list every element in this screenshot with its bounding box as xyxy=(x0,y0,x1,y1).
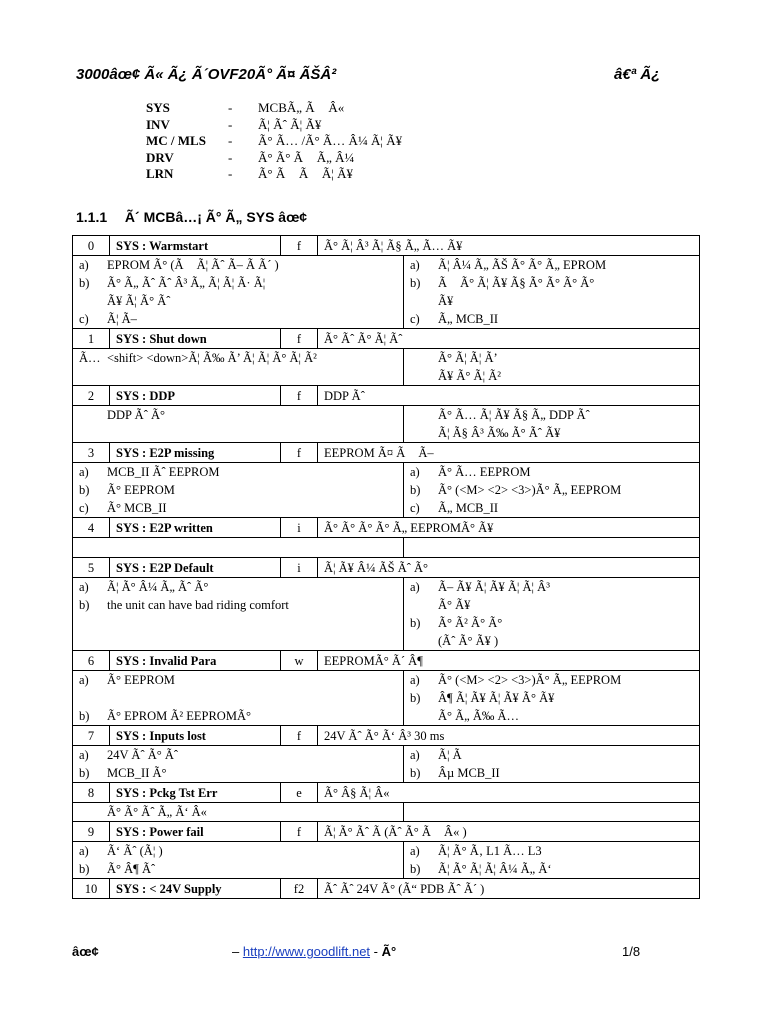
line-label xyxy=(410,596,438,614)
error-type: f xyxy=(281,443,318,463)
error-remedy xyxy=(404,746,700,783)
error-name: SYS : < 24V Supply xyxy=(110,879,281,899)
section-number: 1.1.1 xyxy=(76,209,108,225)
line-text: Ã¦ Ã§ Â³ Ã‰ Ã° Ãˆ Ã¥ xyxy=(438,426,561,440)
error-number: 8 xyxy=(73,783,110,803)
error-type: f xyxy=(281,386,318,406)
text-line xyxy=(410,707,693,725)
line-label: b) xyxy=(79,709,90,723)
error-remedy xyxy=(404,406,700,443)
error-type: i xyxy=(281,558,318,578)
abbreviation-row xyxy=(146,117,402,134)
error-number: 1 xyxy=(73,329,110,349)
line-label: b) xyxy=(79,276,90,290)
error-summary: Ãˆ Ãˆ 24V Ã° (Ã“ PDB Ãˆ Ã´ ) xyxy=(318,879,700,899)
error-summary: Ã¦ Ã¥ Â¼ ÃŠ Ãˆ Ã° xyxy=(318,558,700,578)
error-detail-row xyxy=(73,803,700,822)
text-line xyxy=(410,463,693,481)
text-line xyxy=(79,406,397,424)
line-text: Ã Ã° Ã¦ Ã¥ Ã§ Ã° Ã° Ã° Ã° xyxy=(438,276,595,290)
error-detail-row xyxy=(73,746,700,783)
abbreviation-value: Ã° Ã… /Ã° Ã… Â¼ Ã¦ Ã¥ xyxy=(258,133,403,148)
error-type: f xyxy=(281,329,318,349)
line-text: Ã° Ã„ Ãˆ Ãˆ Â³ Ã„ Ã¦ Ã¦ Ã· Ã¦ xyxy=(107,276,266,290)
error-header-row xyxy=(73,236,700,256)
line-label xyxy=(410,406,438,424)
error-number: 5 xyxy=(73,558,110,578)
text-line xyxy=(79,463,397,481)
text-line xyxy=(410,274,693,292)
abbreviation-row xyxy=(146,150,402,167)
line-label xyxy=(410,632,438,650)
error-cause xyxy=(73,578,404,651)
footer-dash: – xyxy=(232,944,240,959)
text-line xyxy=(79,746,397,764)
line-text: Ã¦ Ã° Ã‚ L1 Ã… L3 xyxy=(438,844,542,858)
line-text: MCB_II Ã° xyxy=(107,766,167,780)
error-type: f xyxy=(281,822,318,842)
text-line xyxy=(79,764,397,782)
line-text: Ã° Ã² Ã° Ã° xyxy=(438,616,503,630)
line-label xyxy=(79,292,107,310)
line-text: <shift> <down>Ã¦ Ã‰ Ã’ Ã¦ Ã¦ Ã° Ã¦ Ã² xyxy=(107,351,317,365)
line-label xyxy=(410,707,438,725)
line-label: b) xyxy=(410,483,421,497)
abbreviation-row xyxy=(146,166,402,183)
error-type: f2 xyxy=(281,879,318,899)
text-line xyxy=(79,499,397,517)
error-remedy xyxy=(404,349,700,386)
text-line xyxy=(410,349,693,367)
error-name: SYS : E2P written xyxy=(110,518,281,538)
error-header-row xyxy=(73,783,700,803)
line-text: Ã° Ã… Ã¦ Ã¥ Ã§ Ã„ DDP Ãˆ xyxy=(438,408,590,422)
text-line xyxy=(410,689,693,707)
line-label: a) xyxy=(410,258,420,272)
line-label: b) xyxy=(410,276,421,290)
line-text: Ã¥ xyxy=(438,294,454,308)
error-name: SYS : E2P missing xyxy=(110,443,281,463)
error-cause xyxy=(73,746,404,783)
line-label: c) xyxy=(410,501,420,515)
abbreviation-dash: - xyxy=(228,116,233,132)
error-number: 7 xyxy=(73,726,110,746)
line-text: Ã° Â¶ Ãˆ xyxy=(107,862,156,876)
line-label: a) xyxy=(79,580,89,594)
error-type: f xyxy=(281,726,318,746)
text-line xyxy=(410,596,693,614)
line-text: Ã° Ã„ Ã‰ Ã… xyxy=(438,709,520,723)
abbreviation-value: MCBÃ„ Ã Â« xyxy=(258,100,345,115)
error-number: 2 xyxy=(73,386,110,406)
abbreviation-dash: - xyxy=(228,133,233,148)
line-label: a) xyxy=(410,844,420,858)
text-line xyxy=(410,671,693,689)
error-detail-row xyxy=(73,538,700,558)
line-label xyxy=(410,292,438,310)
line-text: Âµ MCB_II xyxy=(438,766,500,780)
abbreviation-dash: - xyxy=(228,166,233,181)
line-text: Ã° Ã° Ãˆ Ã„ Ã‘ Â« xyxy=(107,805,207,819)
error-summary: EEPROM Ã¤ Ã Ã– xyxy=(318,443,700,463)
line-label: b) xyxy=(79,483,90,497)
abbreviation-list xyxy=(146,100,402,183)
error-cause xyxy=(73,463,404,518)
error-cause xyxy=(73,842,404,879)
error-cause xyxy=(73,256,404,329)
line-text: MCB_II Ãˆ EEPROM xyxy=(107,465,220,479)
error-type: e xyxy=(281,783,318,803)
line-text: Ã° Ã¥ xyxy=(438,598,471,612)
error-header-row xyxy=(73,329,700,349)
text-line xyxy=(410,632,693,650)
text-line xyxy=(410,367,693,385)
text-line xyxy=(410,481,693,499)
error-summary: Ã° Â§ Ã¦ Â« xyxy=(318,783,700,803)
text-line xyxy=(79,596,397,614)
line-label: a) xyxy=(410,580,420,594)
error-number: 4 xyxy=(73,518,110,538)
text-line xyxy=(410,256,693,274)
line-label: a) xyxy=(410,673,420,687)
title-left: 3000âœ¢ Ã« Ã¿ Ã´OVF20Ã° Ã¤ ÃŠÂ² xyxy=(76,66,337,83)
text-line xyxy=(79,274,397,292)
error-number: 0 xyxy=(73,236,110,256)
error-detail-row xyxy=(73,671,700,726)
line-text: (Ãˆ Ã° Ã¥ ) xyxy=(438,634,499,648)
line-text: Ã¥ Ã¦ Ã° Ãˆ xyxy=(107,294,171,308)
error-number: 9 xyxy=(73,822,110,842)
line-label: b) xyxy=(79,598,90,612)
error-remedy xyxy=(404,842,700,879)
error-cause xyxy=(73,538,404,558)
error-header-row xyxy=(73,443,700,463)
line-text: Ã° Ã¦ Ã¦ Ã’ xyxy=(438,351,498,365)
line-text: Ã¦ Ã xyxy=(438,748,472,762)
error-header-row xyxy=(73,386,700,406)
line-text: 24V Ãˆ Ã° Ãˆ xyxy=(107,748,179,762)
error-summary: DDP Ãˆ xyxy=(318,386,700,406)
error-summary: EEPROMÃ° Ã´ Â¶ xyxy=(318,651,700,671)
abbreviation-value: Ã° Ã° Ã Ã„ Â¼ xyxy=(258,149,355,165)
text-line xyxy=(79,349,397,367)
text-line xyxy=(410,310,693,328)
line-text: Ã‘ Ãˆ (Ã¦ ) xyxy=(107,844,163,858)
line-label: Ã… xyxy=(79,351,101,365)
line-label xyxy=(79,803,107,821)
abbreviation-value: Ã° Ã Ã Ã¦ Ã¥ xyxy=(258,166,354,181)
error-type: i xyxy=(281,518,318,538)
abbreviation-key: INV xyxy=(146,116,170,132)
page-number: 1/8 xyxy=(622,944,641,959)
line-label xyxy=(410,367,438,385)
line-text: Ã„ MCB_II xyxy=(438,501,499,515)
error-cause xyxy=(73,349,404,386)
error-name: SYS : Pckg Tst Err xyxy=(110,783,281,803)
abbreviation-key: LRN xyxy=(146,166,174,181)
line-text: the unit can have bad riding comfort xyxy=(107,598,289,612)
line-label: a) xyxy=(79,673,89,687)
line-text xyxy=(107,689,397,707)
error-remedy xyxy=(404,256,700,329)
error-detail-row xyxy=(73,578,700,651)
line-label: a) xyxy=(79,465,89,479)
text-line xyxy=(410,406,693,424)
text-line xyxy=(79,292,397,310)
text-line xyxy=(79,707,397,725)
line-text: Ã° (<M> <2> <3>)Ã° Ã„ EEPROM xyxy=(438,673,622,687)
error-name: SYS : E2P Default xyxy=(110,558,281,578)
error-summary: Ã° Ã¦ Â³ Ã¦ Ã§ Ã„ Ã… Ã¥ xyxy=(318,236,700,256)
line-text: Ã° EEPROM xyxy=(107,483,175,497)
abbreviation-key: MC / MLS xyxy=(146,133,206,148)
error-header-row xyxy=(73,518,700,538)
error-name: SYS : Warmstart xyxy=(110,236,281,256)
line-label: a) xyxy=(79,844,89,858)
error-cause xyxy=(73,803,404,822)
error-number: 6 xyxy=(73,651,110,671)
error-header-row xyxy=(73,822,700,842)
error-number: 10 xyxy=(73,879,110,899)
error-header-row xyxy=(73,726,700,746)
line-label xyxy=(410,424,438,442)
line-text: Ã¦ Â¼ Ã„ ÃŠ Ã° Ã° Ã„ EPROM xyxy=(438,258,607,272)
line-label xyxy=(79,406,107,424)
error-remedy xyxy=(404,803,700,822)
line-text: Ã° MCB_II xyxy=(107,501,167,515)
error-remedy xyxy=(404,463,700,518)
line-label: c) xyxy=(79,312,89,326)
error-cause xyxy=(73,671,404,726)
line-text: Â¶ Ã¦ Ã¥ Ã¦ Ã¥ Ã° Ã¥ xyxy=(438,691,555,705)
text-line xyxy=(410,860,693,878)
error-header-row xyxy=(73,879,700,899)
line-text: Ã° EEPROM xyxy=(107,673,175,687)
abbreviation-key: DRV xyxy=(146,149,174,165)
error-header-row xyxy=(73,651,700,671)
error-remedy xyxy=(404,671,700,726)
text-line xyxy=(79,481,397,499)
error-table xyxy=(72,235,700,899)
title-right: â€ª Ã¿ xyxy=(614,66,661,83)
text-line xyxy=(79,578,397,596)
line-label: a) xyxy=(410,465,420,479)
line-label: c) xyxy=(410,312,420,326)
text-line xyxy=(410,499,693,517)
error-remedy xyxy=(404,538,700,558)
text-line xyxy=(410,746,693,764)
line-text: Ã¦ Ã° Â¼ Ã„ Ãˆ Ã° xyxy=(107,580,209,594)
line-label: c) xyxy=(79,501,89,515)
line-text: Ã¥ Ã° Ã¦ Ã² xyxy=(438,369,501,383)
footer-left: âœ¢ xyxy=(72,944,99,959)
text-line xyxy=(79,803,397,821)
line-label: b) xyxy=(410,766,421,780)
line-text: Ã„ MCB_II xyxy=(438,312,499,326)
error-name: SYS : Invalid Para xyxy=(110,651,281,671)
error-remedy xyxy=(404,578,700,651)
line-label xyxy=(410,349,438,367)
line-label: a) xyxy=(410,748,420,762)
line-text: Ã° (<M> <2> <3>)Ã° Ã„ EEPROM xyxy=(438,483,622,497)
line-label: a) xyxy=(79,748,89,762)
abbreviation-row xyxy=(146,100,402,117)
section-heading xyxy=(76,209,307,225)
footer-dash: - xyxy=(373,944,379,959)
abbreviation-dash: - xyxy=(228,100,233,115)
text-line xyxy=(79,310,397,328)
abbreviation-key: SYS xyxy=(146,100,170,115)
text-line xyxy=(79,689,397,707)
error-summary: Ã° Ã° Ã° Ã° Ã„ EEPROMÃ° Ã¥ xyxy=(318,518,700,538)
error-header-row xyxy=(73,558,700,578)
text-line xyxy=(79,860,397,878)
text-line xyxy=(410,614,693,632)
line-text: Ã– Ã¥ Ã¦ Ã¥ Ã¦ Ã¦ Â³ xyxy=(438,580,550,594)
line-text: Ã° EPROM Ã² EEPROMÃ° xyxy=(107,709,251,723)
error-detail-row xyxy=(73,463,700,518)
error-name: SYS : DDP xyxy=(110,386,281,406)
text-line xyxy=(79,842,397,860)
section-text: Ã´ MCBâ…¡ Ã° Ã„ SYS âœ¢ xyxy=(124,209,308,225)
error-name: SYS : Inputs lost xyxy=(110,726,281,746)
error-summary: Ã° Ãˆ Ã° Ã¦ Ãˆ xyxy=(318,329,700,349)
text-line xyxy=(410,842,693,860)
text-line xyxy=(410,292,693,310)
text-line xyxy=(410,764,693,782)
error-detail-row xyxy=(73,406,700,443)
error-number: 3 xyxy=(73,443,110,463)
line-label xyxy=(79,689,107,707)
error-detail-row xyxy=(73,349,700,386)
text-line xyxy=(79,671,397,689)
error-summary: Ã¦ Ã° Ãˆ Ã (Ãˆ Ã° Ã Â« ) xyxy=(318,822,700,842)
line-label: a) xyxy=(79,258,89,272)
line-text: EPROM Ã° (Ã Ã¦ Ãˆ Ã– Ã Ã´ ) xyxy=(107,258,279,272)
line-text: Ã° Ã… EEPROM xyxy=(438,465,531,479)
error-summary: 24V Ãˆ Ã° Ã‘ Â³ 30 ms xyxy=(318,726,700,746)
error-type: f xyxy=(281,236,318,256)
line-text: Ã¦ Ã– xyxy=(107,312,137,326)
error-cause xyxy=(73,406,404,443)
line-text: Ã¦ Ã° Ã¦ Ã¦ Â¼ Ã„ Ã‘ xyxy=(438,862,552,876)
error-name: SYS : Power fail xyxy=(110,822,281,842)
abbreviation-row xyxy=(146,133,402,150)
abbreviation-value: Ã¦ Ãˆ Ã¦ Ã¥ xyxy=(258,116,322,132)
error-type: w xyxy=(281,651,318,671)
line-label: b) xyxy=(410,616,421,630)
footer-suffix: Ã° xyxy=(381,944,397,959)
text-line xyxy=(79,256,397,274)
text-line xyxy=(410,424,693,442)
error-detail-row xyxy=(73,256,700,329)
line-label: b) xyxy=(79,766,90,780)
abbreviation-dash: - xyxy=(228,149,233,165)
text-line xyxy=(410,578,693,596)
error-detail-row xyxy=(73,842,700,879)
footer-middle xyxy=(232,944,396,959)
error-name: SYS : Shut down xyxy=(110,329,281,349)
footer-link[interactable]: http://www.goodlift.net xyxy=(242,944,371,959)
line-text: DDP Ãˆ Ã° xyxy=(107,408,166,422)
line-label: b) xyxy=(410,862,421,876)
line-label: b) xyxy=(410,691,421,705)
line-label: b) xyxy=(79,862,90,876)
